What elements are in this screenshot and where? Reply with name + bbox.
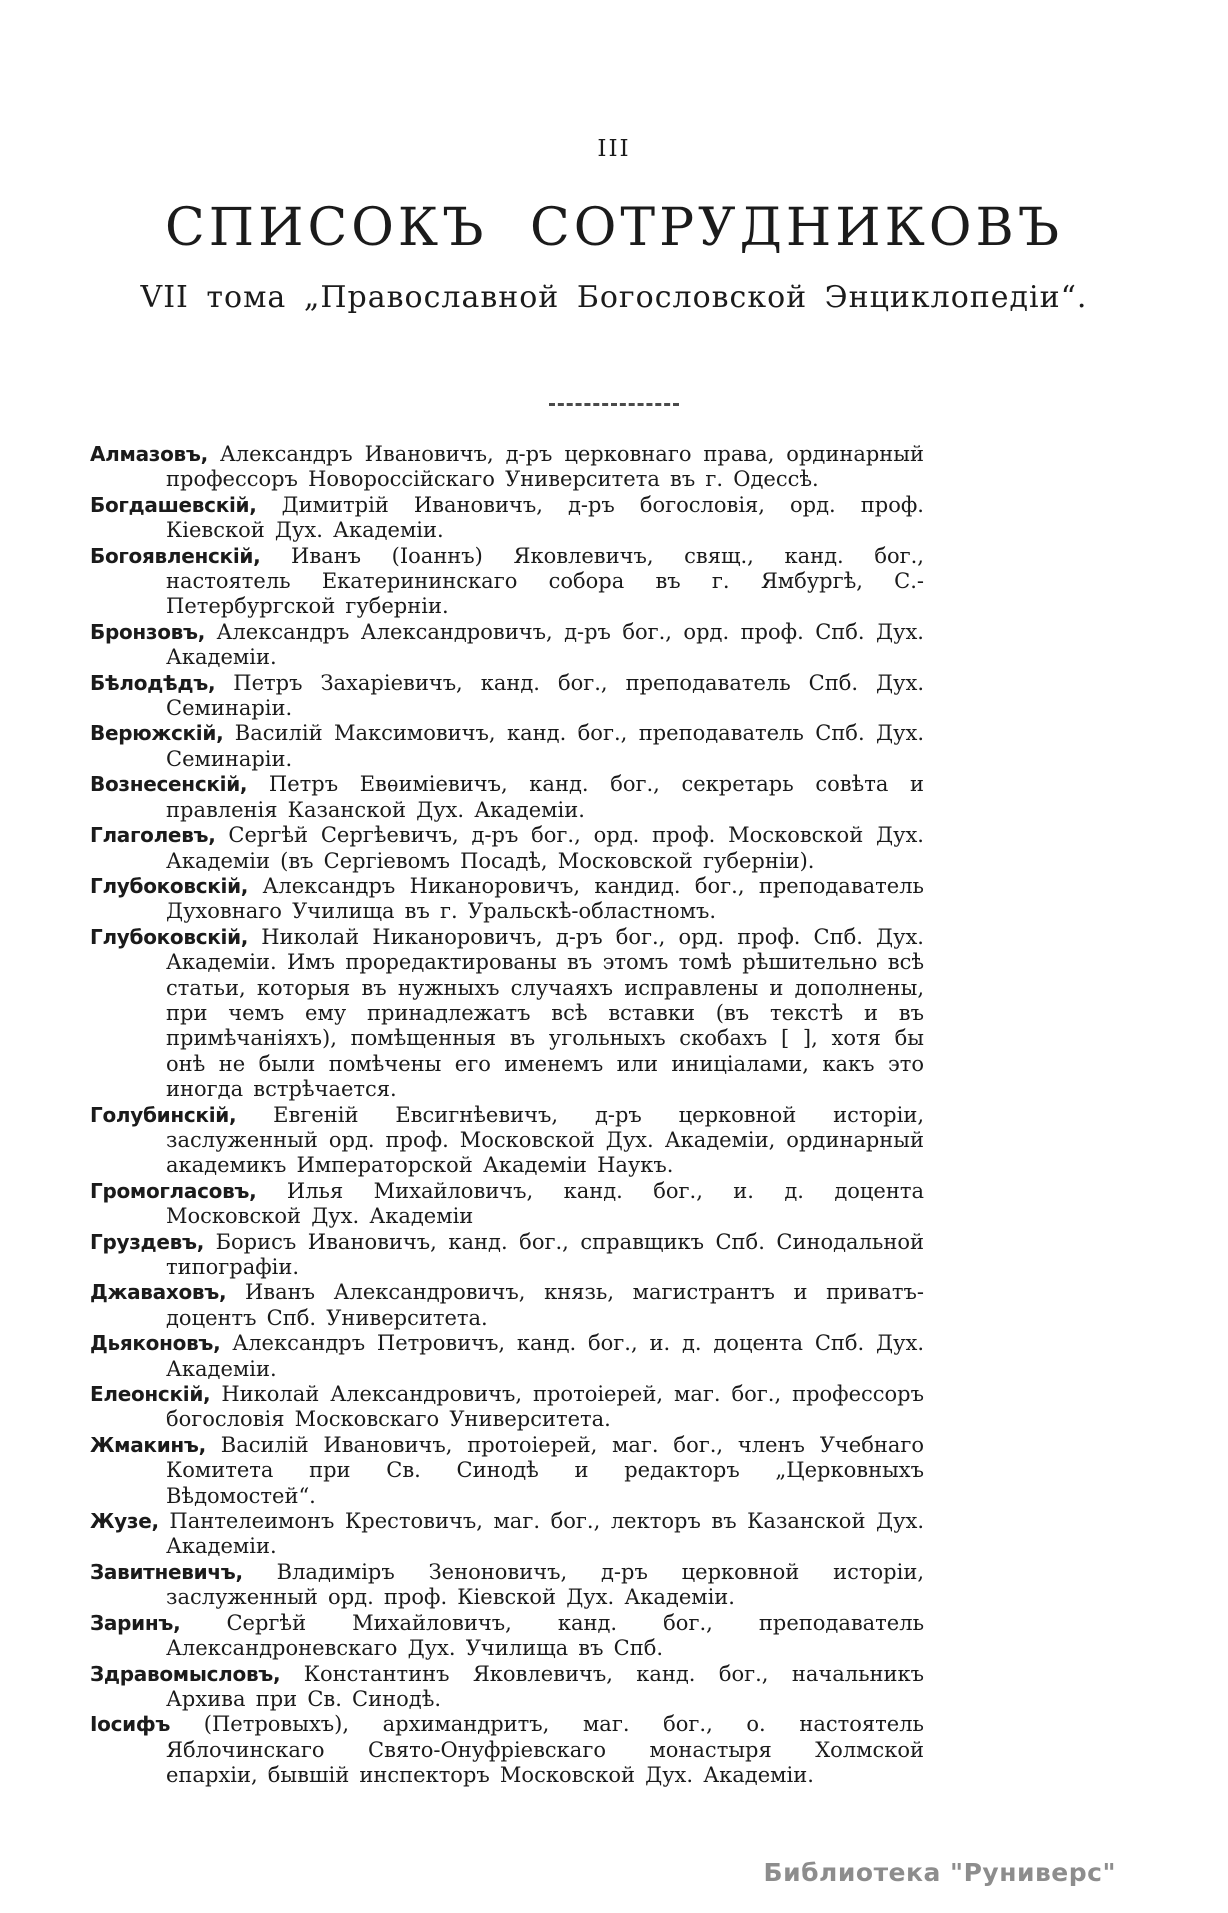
contributor-list xyxy=(90,442,924,1789)
contributor-description: Димитрій Ивановичъ, д-ръ богословія, орд. проф. Кіевской Дух. Академіи. xyxy=(166,492,924,543)
contributor-description: Петръ Евѳиміевичъ, канд. бог., секретарь совѣта и правленія Казанской Дух. Академіи. xyxy=(166,772,924,822)
contributor-description: Константинъ Яковлевичъ, канд. бог., начальникъ Архива при Св. Синодѣ. xyxy=(166,1661,924,1711)
contributor-description: Сергѣй Сергѣевичъ, д-ръ бог., орд. проф. Московской Дух. Академіи (въ Сергіевомъ Посадѣ, Московской губерніи). xyxy=(166,823,924,873)
contributor-name: Джаваховъ, xyxy=(90,1280,227,1305)
contributor-entry xyxy=(90,925,924,1103)
contributor-entry xyxy=(90,1331,924,1382)
contributor-entry xyxy=(90,874,924,925)
contributor-entry xyxy=(90,1433,924,1509)
contributor-name: Здравомысловъ, xyxy=(90,1661,281,1686)
page-number: III xyxy=(597,136,631,162)
contributor-entry xyxy=(90,1509,924,1560)
section-divider xyxy=(549,403,679,406)
contributor-name: Бѣлодѣдъ, xyxy=(90,670,216,695)
contributor-name: Вознесенскій, xyxy=(90,772,248,797)
contributor-name: Жмакинъ, xyxy=(90,1432,206,1457)
contributor-name: Глубоковскій, xyxy=(90,924,249,949)
contributor-name: Глаголевъ, xyxy=(90,823,216,848)
contributor-description: Николай Александровичъ, протоіерей, маг. бог., профессоръ богословія Московскаго Университета. xyxy=(166,1382,924,1432)
contributor-entry xyxy=(90,1179,924,1230)
library-watermark: Библиотека "Руниверс" xyxy=(763,1858,1116,1887)
contributor-name: Груздевъ, xyxy=(90,1229,205,1254)
contributor-description: Иванъ Александровичъ, князь, магистрантъ и приватъ-доцентъ Спб. Университета. xyxy=(166,1280,924,1330)
contributor-entry xyxy=(90,1560,924,1611)
contributor-name: Елеонскій, xyxy=(90,1382,211,1407)
contributor-name: Громогласовъ, xyxy=(90,1178,257,1203)
contributor-description: Александръ Ивановичъ, д-ръ церковнаго права, ординарный профессоръ Новороссійскаго Университета въ г. Одессѣ. xyxy=(166,442,924,492)
contributor-name: Заринъ, xyxy=(90,1610,181,1635)
contributor-entry xyxy=(90,442,924,493)
contributor-description: Владиміръ Зеноновичъ, д-ръ церковной исторіи, заслуженный орд. проф. Кіевской Дух. Академіи. xyxy=(166,1559,924,1610)
contributor-entry xyxy=(90,671,924,722)
contributor-name: Верюжскій, xyxy=(90,721,224,746)
contributor-description: Пантелеимонъ Крестовичъ, маг. бог., лекторъ въ Казанской Дух. Академіи. xyxy=(166,1509,924,1559)
contributor-name: Дьяконовъ, xyxy=(90,1331,221,1356)
contributor-description: Евгеній Евсигнѣевичъ, д-ръ церковной исторіи, заслуженный орд. проф. Московской Дух. Академіи, ординарный академикъ Императорской Академіи Наукъ. xyxy=(166,1102,924,1178)
contributor-entry xyxy=(90,493,924,544)
contributor-entry xyxy=(90,1230,924,1281)
contributor-entry xyxy=(90,721,924,772)
contributor-description: Илья Михайловичъ, канд. бог., и. д. доцента Московской Дух. Академіи xyxy=(166,1178,924,1229)
contributor-name: Глубоковскій, xyxy=(90,873,249,898)
contributor-name: Алмазовъ, xyxy=(90,442,208,466)
contributor-name: Богоявленскій, xyxy=(90,543,261,568)
contributor-name: Іосифъ xyxy=(90,1712,171,1737)
contributor-name: Завитневичъ, xyxy=(90,1559,243,1584)
contributor-description: Александръ Никаноровичъ, кандид. бог., преподаватель Духовнаго Училища въ г. Уральскѣ-областномъ. xyxy=(166,873,924,924)
page-subtitle: VII тома „Православной Богословской Энциклопедіи“. xyxy=(140,280,1088,315)
contributor-name: Жузе, xyxy=(90,1509,159,1534)
contributor-description: Александръ Петровичъ, канд. бог., и. д. доцента Спб. Дух. Академіи. xyxy=(166,1331,924,1381)
page-title: СПИСОКЪ СОТРУДНИКОВЪ xyxy=(164,198,1064,258)
contributor-name: Богдашевскій, xyxy=(90,492,257,517)
contributor-description: Василій Максимовичъ, канд. бог., преподаватель Спб. Дух. Семинаріи. xyxy=(166,721,924,771)
contributor-entry xyxy=(90,1712,924,1788)
contributor-entry xyxy=(90,544,924,620)
contributor-description: Борисъ Ивановичъ, канд. бог., справщикъ Спб. Синодальной типографіи. xyxy=(166,1229,924,1279)
contributor-entry xyxy=(90,823,924,874)
contributor-description: (Петровыхъ), архимандритъ, маг. бог., о. настоятель Яблочинскаго Свято-Онуфріевскаго монастыря Холмской епархіи, бывшій инспекторъ Московской Дух. Академіи. xyxy=(166,1712,924,1788)
contributor-entry xyxy=(90,1103,924,1179)
contributor-description: Иванъ (Іоаннъ) Яковлевичъ, свящ., канд. бог., настоятель Екатерининскаго собора въ г. Ямбургѣ, С.-Петербургской губерніи. xyxy=(166,543,924,619)
contributor-entry xyxy=(90,1280,924,1331)
contributor-entry xyxy=(90,620,924,671)
contributor-entry xyxy=(90,1382,924,1433)
contributor-name: Бронзовъ, xyxy=(90,619,206,644)
contributor-entry xyxy=(90,1611,924,1662)
contributor-entry xyxy=(90,1662,924,1713)
contributor-description: Василій Ивановичъ, протоіерей, маг. бог., членъ Учебнаго Комитета при Св. Синодѣ и редакторъ „Церковныхъ Вѣдомостей“. xyxy=(166,1432,924,1508)
contributor-entry xyxy=(90,772,924,823)
contributor-description: Александръ Александровичъ, д-ръ бог., орд. проф. Спб. Дух. Академіи. xyxy=(166,619,924,670)
contributor-name: Голубинскій, xyxy=(90,1102,237,1127)
contributor-description: Петръ Захаріевичъ, канд. бог., преподаватель Спб. Дух. Семинаріи. xyxy=(166,670,924,721)
contributor-description: Николай Никаноровичъ, д-ръ бог., орд. проф. Спб. Дух. Академіи. Имъ проредактированы въ этомъ томѣ рѣшительно всѣ статьи, которыя въ нужныхъ случаяхъ исправлены и дополнены, при чемъ ему принадлежатъ всѣ вставки (въ текстѣ и въ примѣчаніяхъ), помѣщенныя въ угольныхъ скобахъ [ ], хотя бы онѣ не были помѣчены его именемъ или иниціалами, какъ это иногда встрѣчается. xyxy=(166,924,924,1102)
contributor-description: Сергѣй Михайловичъ, канд. бог., преподаватель Александроневскаго Дух. Училища въ Спб. xyxy=(166,1610,924,1661)
